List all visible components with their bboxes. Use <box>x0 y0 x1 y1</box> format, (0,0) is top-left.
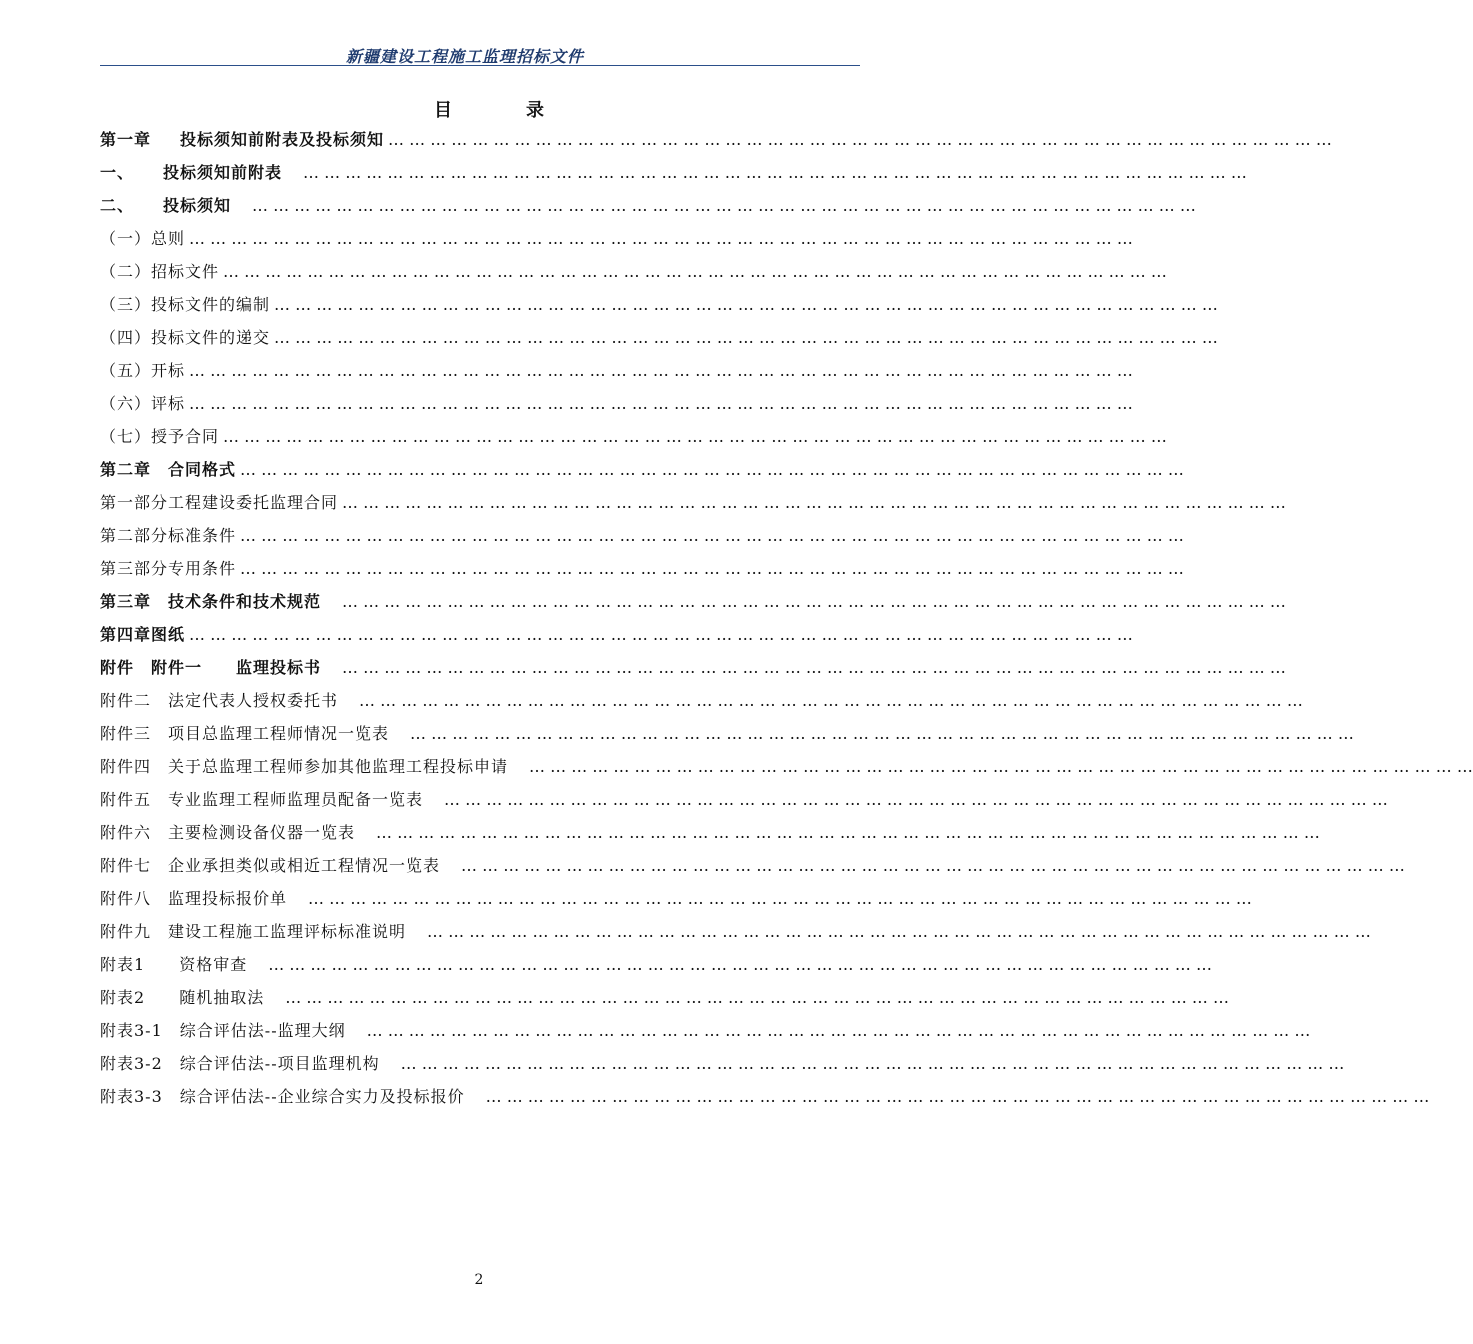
toc-leader-dots: … … … … … … … … … … … … … … … … … … … … … … … … … … … … … … … … … … … … … … … … … … … … … <box>444 790 1388 809</box>
toc-entry[interactable] <box>100 585 1286 618</box>
toc-entry-label: 综合评估法--项目监理机构 <box>162 1054 397 1073</box>
toc-entry-label: 投标文件的递交 <box>151 328 271 347</box>
toc-entry-prefix: （五） <box>100 361 152 380</box>
toc-entry-prefix: 附表3-1 <box>100 1021 163 1040</box>
toc-entry-label: 项目总监理工程师情况一览表 <box>151 724 407 743</box>
toc-entry-label: 主要检测设备仪器一览表 <box>151 823 373 842</box>
toc-leader-dots: … … … … … … … … … … … … … … … … … … … … … … … … … … … … … … … … … … … … … … … … … … … … … <box>485 1087 1430 1106</box>
toc-entry-label: 企业承担类似或相近工程情况一览表 <box>151 856 458 875</box>
toc-entry-prefix: 附表3-3 <box>100 1087 163 1106</box>
toc-entry-label: 标准条件 <box>168 526 237 545</box>
toc-leader-dots: … … … … … … … … … … … … … … … … … … … … … … … … … … … … … … … … … … … … … … … … … … … … … <box>366 1021 1311 1040</box>
toc-leader-dots: … … … … … … … … … … … … … … … … … … … … … … … … … … … … … … … … … … … … … … … … … … … … … <box>268 955 1212 974</box>
toc-entry-prefix: 第二章 <box>100 460 152 479</box>
toc-entry-label: 招标文件 <box>151 262 220 281</box>
toc-leader-dots: … … … … … … … … … … … … … … … … … … … … … … … … … … … … … … … … … … … … … … … … … … … … … <box>529 757 1473 776</box>
toc-leader-dots: … … … … … … … … … … … … … … … … … … … … … … … … … … … … … … … … … … … … … … … … … … … … … <box>223 262 1167 281</box>
table-of-contents <box>100 123 1473 1113</box>
toc-entry[interactable] <box>100 882 1252 915</box>
toc-leader-dots: … … … … … … … … … … … … … … … … … … … … … … … … … … … … … … … … … … … … … … … … … … … … … <box>189 625 1133 644</box>
toc-entry[interactable] <box>100 189 1196 222</box>
toc-entry-prefix: 第三章 <box>100 592 152 611</box>
toc-entry[interactable] <box>100 387 1133 420</box>
toc-entry-label: 总则 <box>151 229 186 248</box>
toc-entry[interactable] <box>100 156 1247 189</box>
toc-entry[interactable] <box>100 816 1320 849</box>
toc-leader-dots: … … … … … … … … … … … … … … … … … … … … … … … … … … … … … … … … … … … … … … … … … … … … … <box>342 592 1286 611</box>
toc-entry-prefix: 第三部分 <box>100 559 169 578</box>
toc-entry-prefix: 二、 <box>100 196 135 215</box>
toc-entry-prefix: 附件九 <box>100 922 152 941</box>
toc-leader-dots: … … … … … … … … … … … … … … … … … … … … … … … … … … … … … … … … … … … … … … … … … … … … … <box>342 658 1286 677</box>
toc-entry-label: 授予合同 <box>151 427 220 446</box>
toc-entry[interactable] <box>100 255 1167 288</box>
toc-entry-prefix: 附件三 <box>100 724 152 743</box>
toc-entry-label: 随机抽取法 <box>145 988 282 1007</box>
toc-entry[interactable] <box>100 1014 1311 1047</box>
toc-entry[interactable] <box>100 123 1332 156</box>
toc-entry[interactable] <box>100 684 1303 717</box>
toc-leader-dots: … … … … … … … … … … … … … … … … … … … … … … … … … … … … … … … … … … … … … … … … … … … … … <box>189 394 1133 413</box>
toc-entry[interactable] <box>100 618 1133 651</box>
toc-entry-prefix: 附件 <box>100 658 135 677</box>
page-number: 2 <box>474 1272 484 1288</box>
toc-entry-prefix: （三） <box>100 295 152 314</box>
toc-entry-label: 合同格式 <box>151 460 237 479</box>
toc-entry-label: 综合评估法--企业综合实力及投标报价 <box>162 1087 482 1106</box>
toc-entry-prefix: 第四章 <box>100 625 152 644</box>
toc-leader-dots: … … … … … … … … … … … … … … … … … … … … … … … … … … … … … … … … … … … … … … … … … … … … … <box>252 196 1196 215</box>
toc-entry-label: 专业监理工程师监理员配备一览表 <box>151 790 441 809</box>
toc-entry-label: 关于总监理工程师参加其他监理工程投标申请 <box>151 757 526 776</box>
toc-entry-prefix: 附表3-2 <box>100 1054 163 1073</box>
toc-entry-prefix: 一、 <box>100 163 135 182</box>
toc-entry[interactable] <box>100 915 1371 948</box>
toc-leader-dots: … … … … … … … … … … … … … … … … … … … … … … … … … … … … … … … … … … … … … … … … … … … … … <box>388 130 1332 149</box>
toc-entry[interactable] <box>100 222 1133 255</box>
toc-entry-label: 投标须知前附表 <box>146 163 300 182</box>
toc-entry[interactable] <box>100 1047 1345 1080</box>
toc-title: 目 录 <box>434 100 572 121</box>
toc-entry-prefix: 第一部分 <box>100 493 169 512</box>
toc-entry[interactable] <box>100 750 1473 783</box>
toc-entry-label: 附件一 监理投标书 <box>134 658 339 677</box>
toc-leader-dots: … … … … … … … … … … … … … … … … … … … … … … … … … … … … … … … … … … … … … … … … … … … … … <box>308 889 1252 908</box>
toc-entry-label: 资格审查 <box>145 955 265 974</box>
toc-entry-prefix: 附表2 <box>100 988 146 1007</box>
toc-entry[interactable] <box>100 783 1388 816</box>
toc-entry-label: 投标文件的编制 <box>151 295 271 314</box>
toc-entry-label: 技术条件和技术规范 <box>151 592 339 611</box>
toc-entry[interactable] <box>100 948 1212 981</box>
toc-leader-dots: … … … … … … … … … … … … … … … … … … … … … … … … … … … … … … … … … … … … … … … … … … … … … <box>274 295 1218 314</box>
toc-entry-prefix: 附件五 <box>100 790 152 809</box>
toc-leader-dots: … … … … … … … … … … … … … … … … … … … … … … … … … … … … … … … … … … … … … … … … … … … … … <box>400 1054 1345 1073</box>
toc-entry-prefix: （七） <box>100 427 152 446</box>
toc-entry[interactable] <box>100 321 1218 354</box>
toc-entry-label: 法定代表人授权委托书 <box>151 691 356 710</box>
toc-leader-dots: … … … … … … … … … … … … … … … … … … … … … … … … … … … … … … … … … … … … … … … … … … … … … <box>461 856 1405 875</box>
toc-entry[interactable] <box>100 453 1184 486</box>
toc-leader-dots: … … … … … … … … … … … … … … … … … … … … … … … … … … … … … … … … … … … … … … … … … … … … … <box>303 163 1247 182</box>
header-divider <box>100 65 860 66</box>
toc-entry-prefix: （六） <box>100 394 152 413</box>
toc-entry-label: 监理投标报价单 <box>151 889 305 908</box>
toc-entry-prefix: 附件四 <box>100 757 152 776</box>
toc-entry[interactable] <box>100 717 1354 750</box>
toc-entry[interactable] <box>100 981 1229 1014</box>
toc-entry-label: 图纸 <box>151 625 186 644</box>
toc-entry-prefix: 第一章 <box>100 130 152 149</box>
toc-entry-prefix: （四） <box>100 328 152 347</box>
toc-entry-prefix: 附件二 <box>100 691 152 710</box>
toc-leader-dots: … … … … … … … … … … … … … … … … … … … … … … … … … … … … … … … … … … … … … … … … … … … … … <box>359 691 1303 710</box>
toc-entry-label: 专用条件 <box>168 559 237 578</box>
toc-entry-label: 综合评估法--监理大纲 <box>162 1021 363 1040</box>
toc-leader-dots: … … … … … … … … … … … … … … … … … … … … … … … … … … … … … … … … … … … … … … … … … … … … … <box>240 460 1184 479</box>
toc-leader-dots: … … … … … … … … … … … … … … … … … … … … … … … … … … … … … … … … … … … … … … … … … … … … … <box>223 427 1167 446</box>
toc-entry[interactable] <box>100 288 1218 321</box>
toc-leader-dots: … … … … … … … … … … … … … … … … … … … … … … … … … … … … … … … … … … … … … … … … … … … … … <box>376 823 1320 842</box>
toc-entry-prefix: 第二部分 <box>100 526 169 545</box>
document-header-title: 新疆建设工程施工监理招标文件 <box>345 47 584 66</box>
toc-leader-dots: … … … … … … … … … … … … … … … … … … … … … … … … … … … … … … … … … … … … … … … … … … … … … <box>410 724 1354 743</box>
toc-entry[interactable] <box>100 486 1286 519</box>
toc-leader-dots: … … … … … … … … … … … … … … … … … … … … … … … … … … … … … … … … … … … … … … … … … … … … … <box>342 493 1286 512</box>
toc-entry-prefix: 附件六 <box>100 823 152 842</box>
toc-entry-label: 评标 <box>151 394 186 413</box>
toc-entry-prefix: 附件八 <box>100 889 152 908</box>
toc-entry[interactable] <box>100 354 1133 387</box>
toc-entry-prefix: （二） <box>100 262 152 281</box>
toc-entry[interactable] <box>100 552 1184 585</box>
toc-entry-label: 投标须知前附表及投标须知 <box>163 130 385 149</box>
toc-leader-dots: … … … … … … … … … … … … … … … … … … … … … … … … … … … … … … … … … … … … … … … … … … … … … <box>274 328 1218 347</box>
toc-entry-label: 工程建设委托监理合同 <box>168 493 339 512</box>
toc-entry-label: 建设工程施工监理评标标准说明 <box>151 922 424 941</box>
toc-entry[interactable] <box>100 651 1286 684</box>
toc-entry[interactable] <box>100 849 1405 882</box>
toc-leader-dots: … … … … … … … … … … … … … … … … … … … … … … … … … … … … … … … … … … … … … … … … … … … … … <box>189 229 1133 248</box>
toc-entry-label: 开标 <box>151 361 186 380</box>
toc-entry[interactable] <box>100 519 1184 552</box>
toc-entry-label: 投标须知 <box>146 196 249 215</box>
toc-entry-prefix: 附件七 <box>100 856 152 875</box>
toc-entry[interactable] <box>100 420 1167 453</box>
toc-leader-dots: … … … … … … … … … … … … … … … … … … … … … … … … … … … … … … … … … … … … … … … … … … … … … <box>240 526 1184 545</box>
toc-leader-dots: … … … … … … … … … … … … … … … … … … … … … … … … … … … … … … … … … … … … … … … … … … … … … <box>189 361 1133 380</box>
toc-leader-dots: … … … … … … … … … … … … … … … … … … … … … … … … … … … … … … … … … … … … … … … … … … … … … <box>427 922 1371 941</box>
toc-entry-prefix: （一） <box>100 229 152 248</box>
toc-leader-dots: … … … … … … … … … … … … … … … … … … … … … … … … … … … … … … … … … … … … … … … … … … … … … <box>240 559 1184 578</box>
toc-leader-dots: … … … … … … … … … … … … … … … … … … … … … … … … … … … … … … … … … … … … … … … … … … … … … <box>285 988 1229 1007</box>
toc-entry-prefix: 附表1 <box>100 955 146 974</box>
toc-entry[interactable] <box>100 1080 1430 1113</box>
